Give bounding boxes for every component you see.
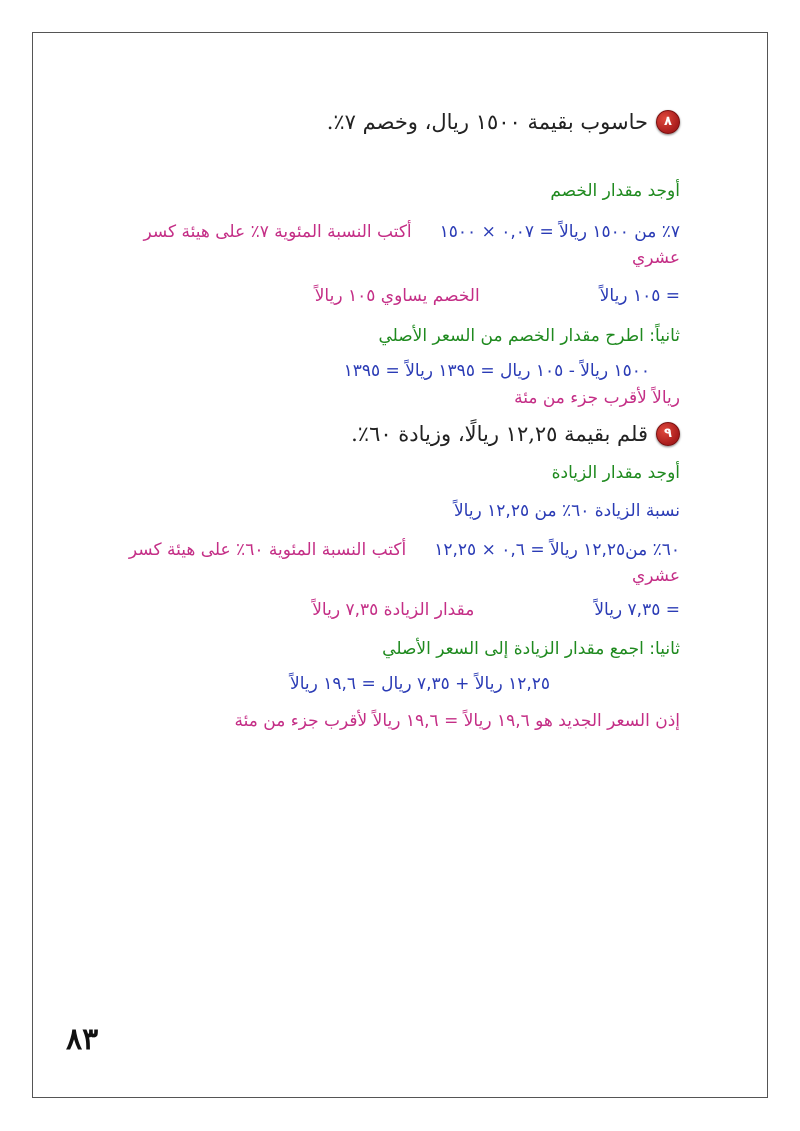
problem-9-line-1: نسبة الزيادة ٦٠٪ من ١٢,٢٥ ريالاً bbox=[453, 501, 680, 521]
problem-8-calc-2: = ١٠٥ ريالاً bbox=[599, 286, 680, 306]
problem-9-number-badge: ٩ bbox=[656, 422, 680, 446]
problem-8-note-3: ريالاً لأقرب جزء من مئة bbox=[514, 388, 680, 408]
problem-9-note-2: مقدار الزيادة ٧,٣٥ ريالاً bbox=[312, 600, 475, 620]
problem-9-calc-2: = ٧,٣٥ ريالاً bbox=[594, 600, 680, 620]
problem-8-title: حاسوب بقيمة ١٥٠٠ ريال، وخصم ٧٪. bbox=[326, 110, 648, 134]
problem-9-step-2: ثانيا: اجمع مقدار الزيادة إلى السعر الأصلي bbox=[382, 639, 680, 659]
problem-8-note-2: الخصم يساوي ١٠٥ ريالاً bbox=[314, 286, 480, 306]
problem-8-step-1: أوجد مقدار الخصم bbox=[550, 181, 680, 201]
problem-8-calc-1: ٧٪ من ١٥٠٠ ريالاً = ٠,٠٧ × ١٥٠٠ bbox=[439, 222, 680, 242]
problem-8-number-badge: ٨ bbox=[656, 110, 680, 134]
problem-9-calc-2-row bbox=[312, 599, 680, 621]
problem-9-calc-1-row bbox=[120, 537, 680, 589]
problem-9-step-1: أوجد مقدار الزيادة bbox=[551, 463, 680, 483]
problem-9-conclusion: إذن السعر الجديد هو ١٩,٦ ريالاً = ١٩,٦ ريالاً لأقرب جزء من مئة bbox=[234, 711, 680, 731]
page-number: ٨٣ bbox=[66, 1022, 99, 1057]
problem-9-heading bbox=[351, 422, 680, 446]
problem-9-title: قلم بقيمة ١٢,٢٥ ريالًا، وزيادة ٦٠٪. bbox=[351, 422, 648, 446]
problem-8-note-1: أكتب النسبة المئوية ٧٪ على هيئة كسر عشري bbox=[143, 222, 680, 268]
problem-8-calc-3: ١٥٠٠ ريالاً - ١٠٥ ريال = ١٣٩٥ ريالاً = ١٣٩٥ bbox=[343, 361, 650, 381]
problem-8-heading bbox=[327, 110, 680, 134]
problem-8-calc-2-row bbox=[315, 285, 680, 307]
problem-9-note-1: أكتب النسبة المئوية ٦٠٪ على هيئة كسر عشري bbox=[128, 540, 680, 586]
problem-9-calc-3: ١٢,٢٥ ريالاً + ٧,٣٥ ريال = ١٩,٦ ريالاً bbox=[290, 674, 550, 694]
problem-8-step-2: ثانياً: اطرح مقدار الخصم من السعر الأصلي bbox=[378, 326, 680, 346]
problem-9-calc-1: ٦٠٪ من١٢,٢٥ ريالاً = ٠,٦ × ١٢,٢٥ bbox=[434, 540, 680, 560]
problem-8-calc-1-row bbox=[120, 219, 680, 271]
